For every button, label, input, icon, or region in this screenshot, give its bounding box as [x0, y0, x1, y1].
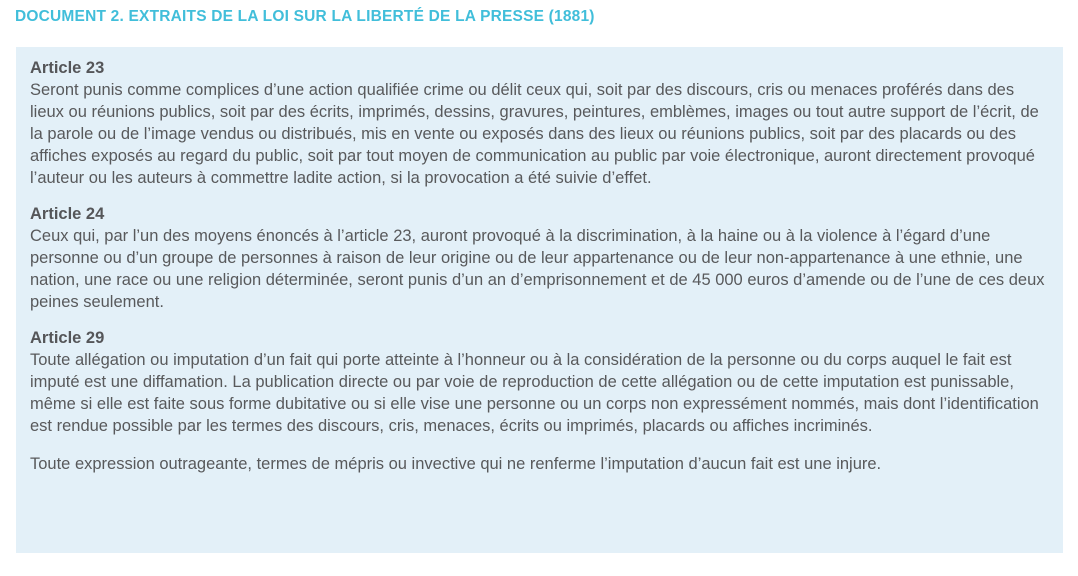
law-excerpt-panel — [16, 47, 1063, 553]
article-23-body: Seront punis comme complices d’une action qualifiée crime ou délit ceux qui, soit par des discours, cris ou menaces proférés dans des lieux ou réunions publics, soit par des écrits, imprimés, dessins, gravures, peintures, emblèmes, images ou tout autre support de l’écrit, de la parole ou de l’image vendus ou distribués, mis en vente ou exposés dans des lieux ou réunions publics, soit par des placards ou des affiches exposés au regard du public, soit par tout moyen de communication au public par voie électronique, auront directement provoqué l’auteur ou les auteurs à commettre ladite action, si la provocation a été suivie d’effet. — [30, 81, 1039, 187]
article-24-body: Ceux qui, par l’un des moyens énoncés à l’article 23, auront provoqué à la discrimination, à la haine ou à la violence à l’égard d’une personne ou d’un groupe de personnes à raison de leur origine ou de leur appartenance ou de leur non-appartenance à une ethnie, une nation, une race ou une religion déterminée, seront punis d’un an d’emprisonnement et de 45 000 euros d’amende ou de l’une de ces deux peines seulement. — [30, 227, 1045, 311]
article-24-heading: Article 24 — [30, 205, 105, 223]
article-29-section — [30, 327, 1049, 437]
article-29-body: Toute allégation ou imputation d’un fait qui porte atteinte à l’honneur ou à la considération de la personne ou du corps auquel le fait est imputé est une diffamation. La publication directe ou par voie de reproduction de cette allégation ou de cette imputation est punissable, même si elle est faite sous forme dubitative ou si elle vise une personne ou un corps non expressément nommés, mais dont l’identification est rendue possible par les termes des discours, cris, menaces, écrits ou imprimés, placards ou affiches incriminés. — [30, 351, 1039, 435]
article-23-section — [30, 57, 1049, 189]
article-29-heading: Article 29 — [30, 329, 105, 347]
article-23-heading: Article 23 — [30, 59, 105, 77]
article-24-section — [30, 203, 1049, 313]
closing-paragraph: Toute expression outrageante, termes de mépris ou invective qui ne renferme l’imputation d’aucun fait est une injure. — [30, 455, 882, 473]
document-title: DOCUMENT 2. EXTRAITS DE LA LOI SUR LA LIBERTÉ DE LA PRESSE (1881) — [15, 8, 595, 25]
